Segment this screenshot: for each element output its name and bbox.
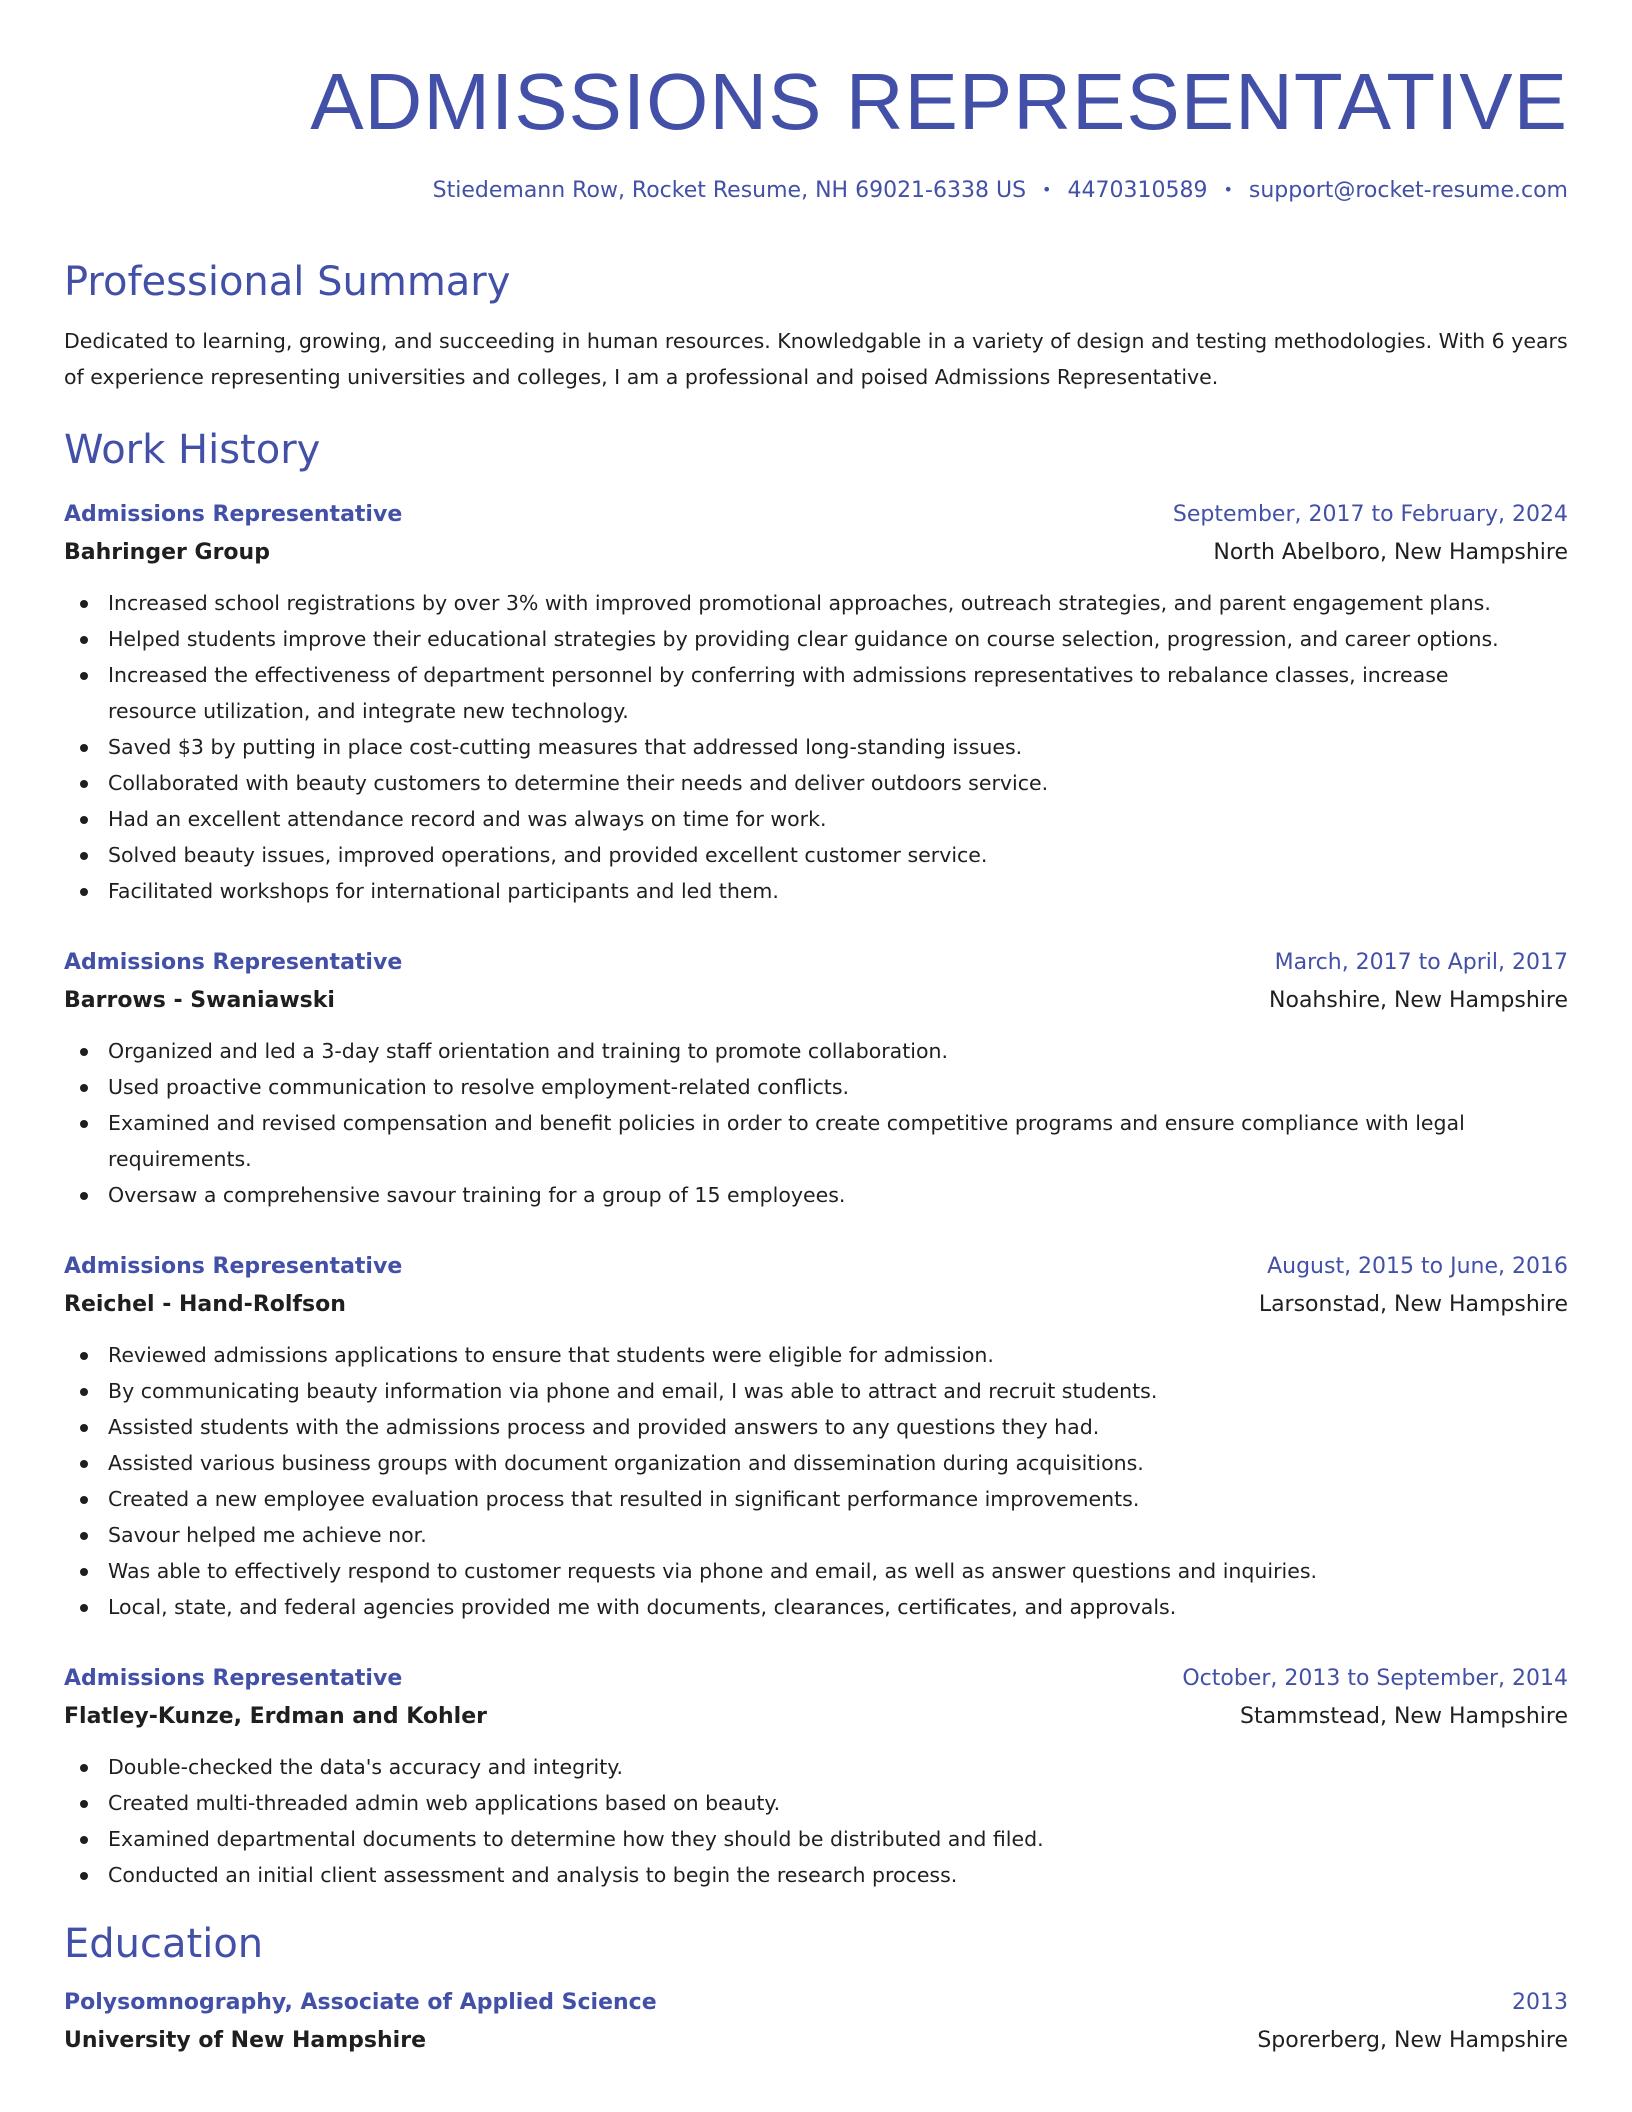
bullet-item	[108, 873, 1568, 909]
bullet-text: Local, state, and federal agencies provided me with documents, clearances, certificates, and approvals.	[108, 1595, 1177, 1619]
contact-email: support@rocket-resume.com	[1248, 178, 1568, 203]
bullet-dot	[80, 1496, 88, 1504]
bullet-item	[108, 1069, 1568, 1105]
job-title: Admissions Representative	[64, 1254, 403, 1279]
bullet-dot	[80, 1120, 88, 1128]
bullet-item	[108, 1481, 1568, 1517]
contact-address: Stiedemann Row, Rocket Resume, NH 69021-6338 US	[432, 178, 1027, 203]
job-bullets	[64, 1749, 1568, 1893]
bullet-item	[108, 1033, 1568, 1069]
job-dates: October, 2013 to September, 2014	[1182, 1666, 1568, 1691]
bullet-text: Organized and led a 3-day staff orientation and training to promote collaboration.	[108, 1039, 949, 1063]
bullet-dot	[80, 1460, 88, 1468]
job-bullets	[64, 1337, 1568, 1625]
bullet-text: Reviewed admissions applications to ensure that students were eligible for admission.	[108, 1343, 994, 1367]
bullet-dot	[80, 780, 88, 788]
bullet-text: Collaborated with beauty customers to determine their needs and deliver outdoors service.	[108, 771, 1049, 795]
bullet-dot	[80, 1084, 88, 1092]
bullet-dot	[80, 852, 88, 860]
bullet-item	[108, 1445, 1568, 1481]
resume-header	[64, 52, 1568, 207]
bullet-text: Assisted students with the admissions process and provided answers to any questions they had.	[108, 1415, 1100, 1439]
candidate-name: ADMISSIONS REPRESENTATIVE	[310, 57, 1568, 146]
bullet-text: Solved beauty issues, improved operations, and provided excellent customer service.	[108, 843, 988, 867]
company-name: Flatley-Kunze, Erdman and Kohler	[64, 1704, 487, 1729]
bullet-dot	[80, 672, 88, 680]
job-entry	[64, 1249, 1568, 1625]
bullet-text: Savour helped me achieve nor.	[108, 1523, 427, 1547]
bullet-item	[108, 1105, 1568, 1177]
bullet-dot	[80, 1048, 88, 1056]
bullet-text: Examined and revised compensation and benefit policies in order to create competitive programs and ensure compliance with legal requirements.	[108, 1111, 1465, 1171]
bullet-item	[108, 765, 1568, 801]
bullet-item	[108, 621, 1568, 657]
graduation-year: 2013	[1512, 1990, 1568, 2015]
degree-title: Polysomnography, Associate of Applied Science	[64, 1990, 657, 2015]
bullet-item	[108, 1177, 1568, 1213]
bullet-dot	[80, 1836, 88, 1844]
bullet-dot	[80, 1800, 88, 1808]
company-name: Reichel - Hand-Rolfson	[64, 1292, 346, 1317]
job-location: North Abelboro, New Hampshire	[1213, 540, 1568, 565]
resume-page	[64, 52, 1568, 2061]
company-name: Barrows - Swaniawski	[64, 988, 335, 1013]
bullet-text: Conducted an initial client assessment and analysis to begin the research process.	[108, 1863, 958, 1887]
bullet-item	[108, 657, 1568, 729]
bullet-text: Oversaw a comprehensive savour training for a group of 15 employees.	[108, 1183, 846, 1207]
job-entry	[64, 497, 1568, 909]
bullet-text: Increased the effectiveness of department personnel by conferring with admissions representatives to rebalance classes, increase resource utilization, and integrate new technology.	[108, 663, 1449, 723]
bullet-dot	[80, 888, 88, 896]
job-title: Admissions Representative	[64, 502, 403, 527]
job-location: Stammstead, New Hampshire	[1239, 1704, 1568, 1729]
bullet-text: Double-checked the data's accuracy and integrity.	[108, 1755, 623, 1779]
bullet-item	[108, 1373, 1568, 1409]
contact-separator: •	[1223, 180, 1233, 199]
bullet-dot	[80, 1872, 88, 1880]
job-location: Larsonstad, New Hampshire	[1258, 1292, 1568, 1317]
bullet-text: Had an excellent attendance record and was always on time for work.	[108, 807, 827, 831]
bullet-item	[108, 729, 1568, 765]
job-dates: August, 2015 to June, 2016	[1267, 1254, 1568, 1279]
contact-separator: •	[1042, 180, 1052, 199]
job-title: Admissions Representative	[64, 1666, 403, 1691]
bullet-text: Increased school registrations by over 3% with improved promotional approaches, outreach strategies, and parent engagement plans.	[108, 591, 1491, 615]
bullet-dot	[80, 744, 88, 752]
bullet-item	[108, 1337, 1568, 1373]
school-name: University of New Hampshire	[64, 2028, 426, 2053]
bullet-item	[108, 585, 1568, 621]
summary-text: Dedicated to learning, growing, and succeeding in human resources. Knowledgable in a variety of design and testing methodologies. With 6 years of experience representing universities and colleges, I am a professional and poised Admissions Representative.	[64, 329, 1568, 389]
education-heading: Education	[64, 1921, 264, 1967]
bullet-item	[108, 1749, 1568, 1785]
job-dates: March, 2017 to April, 2017	[1274, 950, 1568, 975]
job-location: Noahshire, New Hampshire	[1269, 988, 1568, 1013]
bullet-text: Created multi-threaded admin web applications based on beauty.	[108, 1791, 781, 1815]
bullet-text: Helped students improve their educational strategies by providing clear guidance on course selection, progression, and career options.	[108, 627, 1499, 651]
bullet-dot	[80, 600, 88, 608]
bullet-item	[108, 1785, 1568, 1821]
bullet-dot	[80, 1532, 88, 1540]
education-section	[64, 1917, 1568, 2061]
bullet-dot	[80, 816, 88, 824]
job-title: Admissions Representative	[64, 950, 403, 975]
bullet-text: Was able to effectively respond to customer requests via phone and email, as well as answer questions and inquiries.	[108, 1559, 1318, 1583]
bullet-text: Created a new employee evaluation process that resulted in significant performance improvements.	[108, 1487, 1140, 1511]
bullet-text: Assisted various business groups with document organization and dissemination during acquisitions.	[108, 1451, 1144, 1475]
education-entry	[64, 1985, 1568, 2061]
bullet-dot	[80, 1192, 88, 1200]
contact-phone: 4470310589	[1067, 178, 1208, 203]
contact-line	[64, 174, 1568, 207]
summary-heading: Professional Summary	[64, 259, 511, 305]
bullet-item	[108, 1589, 1568, 1625]
work-history-section	[64, 423, 1568, 1893]
bullet-item	[108, 837, 1568, 873]
bullet-item	[108, 1517, 1568, 1553]
bullet-text: Used proactive communication to resolve employment-related conflicts.	[108, 1075, 850, 1099]
bullet-text: By communicating beauty information via phone and email, I was able to attract and recruit students.	[108, 1379, 1158, 1403]
bullet-dot	[80, 1764, 88, 1772]
bullet-text: Facilitated workshops for international participants and led them.	[108, 879, 779, 903]
school-location: Sporerberg, New Hampshire	[1257, 2028, 1568, 2053]
summary-section	[64, 255, 1568, 395]
bullet-item	[108, 1821, 1568, 1857]
bullet-dot	[80, 1568, 88, 1576]
bullet-dot	[80, 636, 88, 644]
bullet-item	[108, 1553, 1568, 1589]
bullet-dot	[80, 1352, 88, 1360]
job-entry	[64, 1661, 1568, 1893]
bullet-text: Examined departmental documents to determine how they should be distributed and filed.	[108, 1827, 1044, 1851]
bullet-dot	[80, 1424, 88, 1432]
bullet-item	[108, 1409, 1568, 1445]
bullet-item	[108, 801, 1568, 837]
company-name: Bahringer Group	[64, 540, 270, 565]
job-entry	[64, 945, 1568, 1213]
job-bullets	[64, 1033, 1568, 1213]
job-dates: September, 2017 to February, 2024	[1172, 502, 1568, 527]
bullet-dot	[80, 1604, 88, 1612]
bullet-item	[108, 1857, 1568, 1893]
job-bullets	[64, 585, 1568, 909]
work-history-heading: Work History	[64, 427, 321, 473]
bullet-text: Saved $3 by putting in place cost-cutting measures that addressed long-standing issues.	[108, 735, 1023, 759]
bullet-dot	[80, 1388, 88, 1396]
